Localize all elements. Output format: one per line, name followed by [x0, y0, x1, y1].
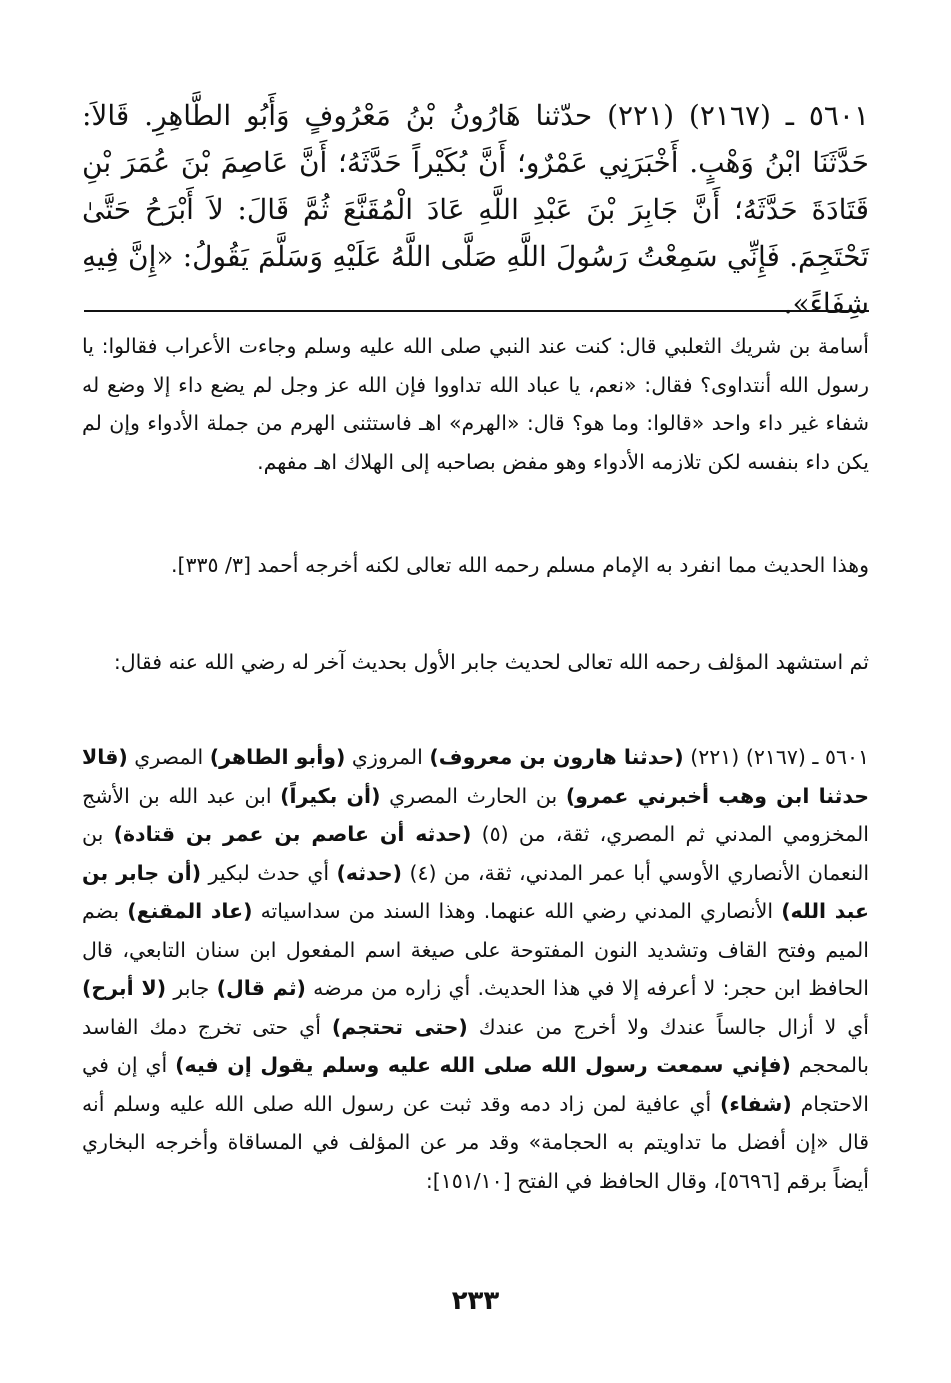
- commentary-paragraph-2: [82, 546, 869, 585]
- commentary-text-2: وهذا الحديث مما انفرد به الإمام مسلم رحمه الله تعالى لكنه أخرجه أحمد [٣/ ٣٣٥].: [170, 553, 869, 577]
- plain-text: أي حدث لبكير: [201, 860, 337, 885]
- page-number: ٢٣٣: [451, 1286, 500, 1316]
- narrator-phrase: (فإني سمعت رسول الله صلى الله عليه وسلم يقول إن فيه): [175, 1053, 791, 1077]
- narrator-phrase: (شفاء): [719, 1091, 792, 1116]
- commentary-paragraph-1: [82, 327, 869, 481]
- narrator-phrase: (ثم قال): [216, 976, 306, 1000]
- commentary-paragraph-3: [82, 643, 869, 682]
- plain-text: بن الحارث المصري: [380, 783, 566, 808]
- plain-text: أي لا أزال جالساً عندك ولا أخرج من عندك: [467, 1014, 870, 1039]
- narrator-phrase: (أن جابر بن عبد الله): [82, 860, 869, 923]
- plain-text: الأنصاري المدني رضي الله عنهما. وهذا السند من سداسياته: [252, 899, 782, 923]
- hadith-number: ٥٦٠١ ـ (٢١٦٧) (٢٢١): [683, 745, 870, 769]
- plain-text: بن النعمان الأنصاري الأوسي أبا عمر المدني، ثقة، من (٤): [82, 822, 870, 885]
- commentary-text-1: أسامة بن شريك الثعلبي قال: كنت عند النبي صلى الله عليه وسلم وجاءت الأعراب فقالوا: يا رسول الله أنتداوى؟ فقال: «نعم، يا عباد الله تداووا فإن الله عز وجل لم يضع داء إلا وضع له شفاء غير داء واحد «قالوا: وما هو؟ قال: «الهرم» اهـ فاستثنى الهرم من جملة الأدواء وإن لم يكن داء بنفسه لكن تلازمه الأدواء وهو مفض بصاحبه إلى الهلاك اهـ مفهم.: [82, 334, 869, 474]
- hadith-text: ٥٦٠١ ـ (٢١٦٧) (٢٢١) حدّثنا هَارُونُ بْنُ مَعْرُوفٍ وَأَبُو الطَّاهِرِ. قَالاَ: حَدَّثَنَا ابْنُ وَهْبٍ. أَخْبَرَنِي عَمْرٌو؛ أَنَّ بُكَيْراً حَدَّثَهُ؛ أَنَّ عَاصِمَ بْنَ عُمَرَ بْنِ قَتَادَةَ حَدَّثَهُ؛ أَنَّ جَابِرَ بْنَ عَبْدِ اللَّهِ عَادَ الْمُقَنَّعَ ثُمَّ قَالَ: لاَ أَبْرَحُ حَتَّىٰ تَحْتَجِمَ. فَإِنِّي سَمِعْتُ رَسُولَ اللَّهِ صَلَّى اللَّهُ عَلَيْهِ وَسَلَّمَ يَقُولُ: «إِنَّ فِيهِ شِفَاءً».: [82, 99, 869, 320]
- narrator-phrase: (وأبو الطاهر): [209, 745, 346, 769]
- narrator-phrase: (حتى تحتجم): [331, 1014, 468, 1039]
- plain-text: جابر: [166, 976, 217, 1000]
- narrator-phrase: (حدثه أن عاصم بن عمر بن قتادة): [113, 822, 472, 846]
- divider-line: [84, 310, 869, 312]
- plain-text: أي عافية لمن زاد دمه وقد ثبت عن رسول الله صلى الله عليه وسلم أنه قال «إن أفضل ما تداويتم به الحجامة» وقد مر عن المؤلف في المساقاة وأخرجه البخاري أيضاً برقم [٥٦٩٦]، وقال الحافظ في الفتح [١٥١/١٠]:: [82, 1091, 869, 1193]
- plain-text: ابن عبد الله بن الأشج المخزومي المدني ثم المصري، ثقة، من (٥): [82, 783, 870, 846]
- narrator-phrase: (قالا حدثنا ابن وهب أخبرني عمرو): [82, 745, 869, 808]
- commentary-paragraph-4: [82, 738, 869, 1200]
- commentary-text-3: ثم استشهد المؤلف رحمه الله تعالى لحديث جابر الأول بحديث آخر له رضي الله عنه فقال:: [113, 650, 869, 674]
- plain-text: المصري: [127, 745, 210, 769]
- plain-text: أي إن في الاحتجام: [82, 1053, 869, 1116]
- narrator-phrase: (عاد المقنع): [127, 899, 253, 923]
- plain-text: المروزي: [345, 745, 430, 769]
- commentary-text-4: [82, 738, 869, 1200]
- plain-text: أي حتى تخرج دمك الفاسد بالمحجم: [82, 1014, 869, 1077]
- narrator-phrase: (لا أبرح): [82, 976, 167, 1000]
- plain-text: بضم الميم وفتح القاف وتشديد النون المفتوحة على صيغة اسم المفعول ابن سنان التابعي، قال الحافظ ابن حجر: لا أعرفه إلا في هذا الحديث. أي زاره من مرضه: [82, 899, 869, 1000]
- narrator-phrase: (حدثنا هارون بن معروف): [429, 745, 684, 769]
- narrator-phrase: (حدثه): [336, 860, 403, 885]
- narrator-phrase: (أن بكيراً): [280, 783, 381, 808]
